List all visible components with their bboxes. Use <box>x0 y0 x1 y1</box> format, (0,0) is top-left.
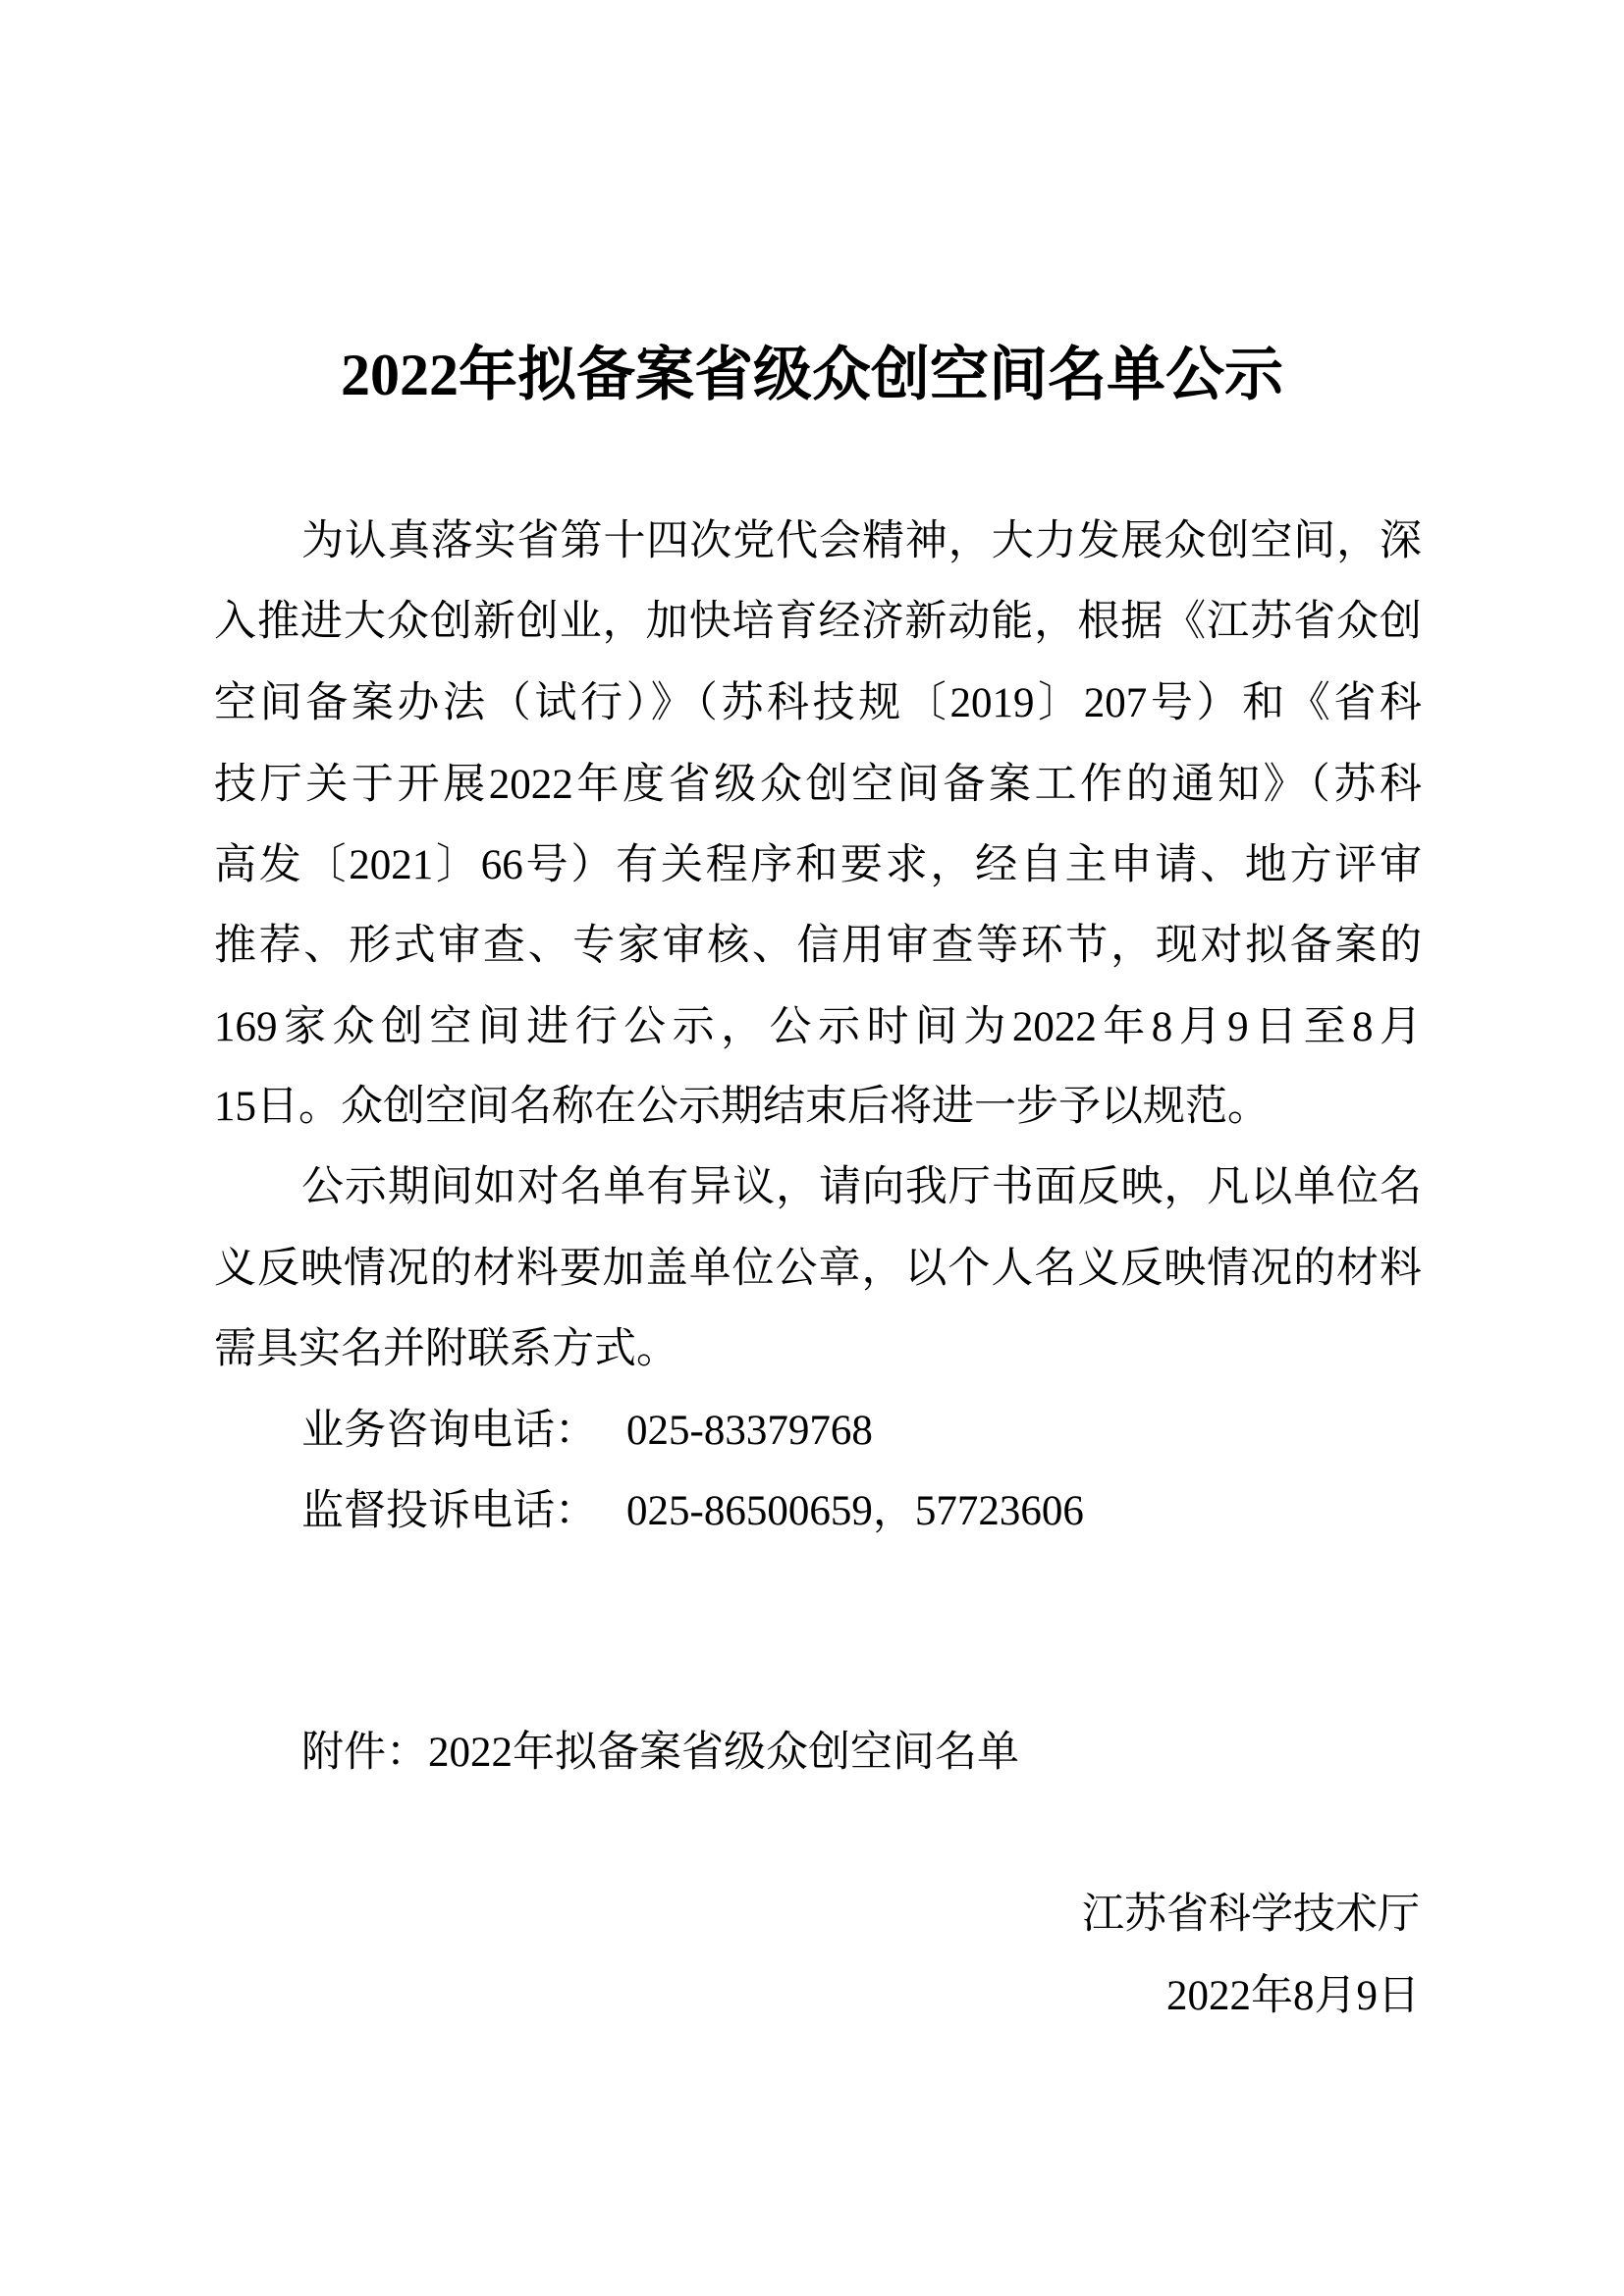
page-title: 2022年拟备案省级众创空间名单公示 <box>341 343 1283 407</box>
paragraph-line: 需具实名并附联系方式。 <box>214 1326 678 1372</box>
paragraph-line: 公示期间如对名单有异议，请向我厅书面反映，凡以单位名 <box>301 1164 1422 1210</box>
contact-label: 业务咨询电话： <box>301 1408 597 1454</box>
contact-phone: 025-83379768 <box>626 1408 873 1454</box>
paragraph-line: 技厅关于开展2022年度省级众创空间备案工作的通知》（苏科 <box>214 762 1422 808</box>
contact-phone: 025-86500659，57723606 <box>626 1488 1084 1534</box>
paragraph-line: 入推进大众创新创业，加快培育经济新动能，根据《江苏省众创 <box>214 599 1422 645</box>
contact-complaint <box>301 1471 1422 1552</box>
paragraph-line: 义反映情况的材料要加盖单位公章，以个人名义反映情况的材料 <box>214 1246 1422 1292</box>
attachment-note: 附件：2022年拟备案省级众创空间名单 <box>301 1730 1019 1776</box>
contact-consultation <box>301 1391 1422 1471</box>
paragraph-line: 高发〔2021〕66号）有关程序和要求，经自主申请、地方评审 <box>214 842 1422 888</box>
paragraph-line: 空间备案办法（试行）》（苏科技规〔2019〕207号）和《省科 <box>214 680 1422 726</box>
signature-org: 江苏省科学技术厅 <box>1082 1892 1420 1938</box>
paragraph-line: 15日。众创空间名称在公示期结束后将进一步予以规范。 <box>214 1084 1270 1130</box>
contact-label: 监督投诉电话： <box>301 1488 597 1534</box>
paragraph-line: 推荐、形式审查、专家审核、信用审查等环节，现对拟备案的 <box>214 923 1422 969</box>
paragraph-line: 169家众创空间进行公示，公示时间为2022年8月9日至8月 <box>214 1004 1422 1050</box>
paragraph-line: 为认真落实省第十四次党代会精神，大力发展众创空间，深 <box>301 518 1422 564</box>
signature-date: 2022年8月9日 <box>1166 1973 1420 2019</box>
